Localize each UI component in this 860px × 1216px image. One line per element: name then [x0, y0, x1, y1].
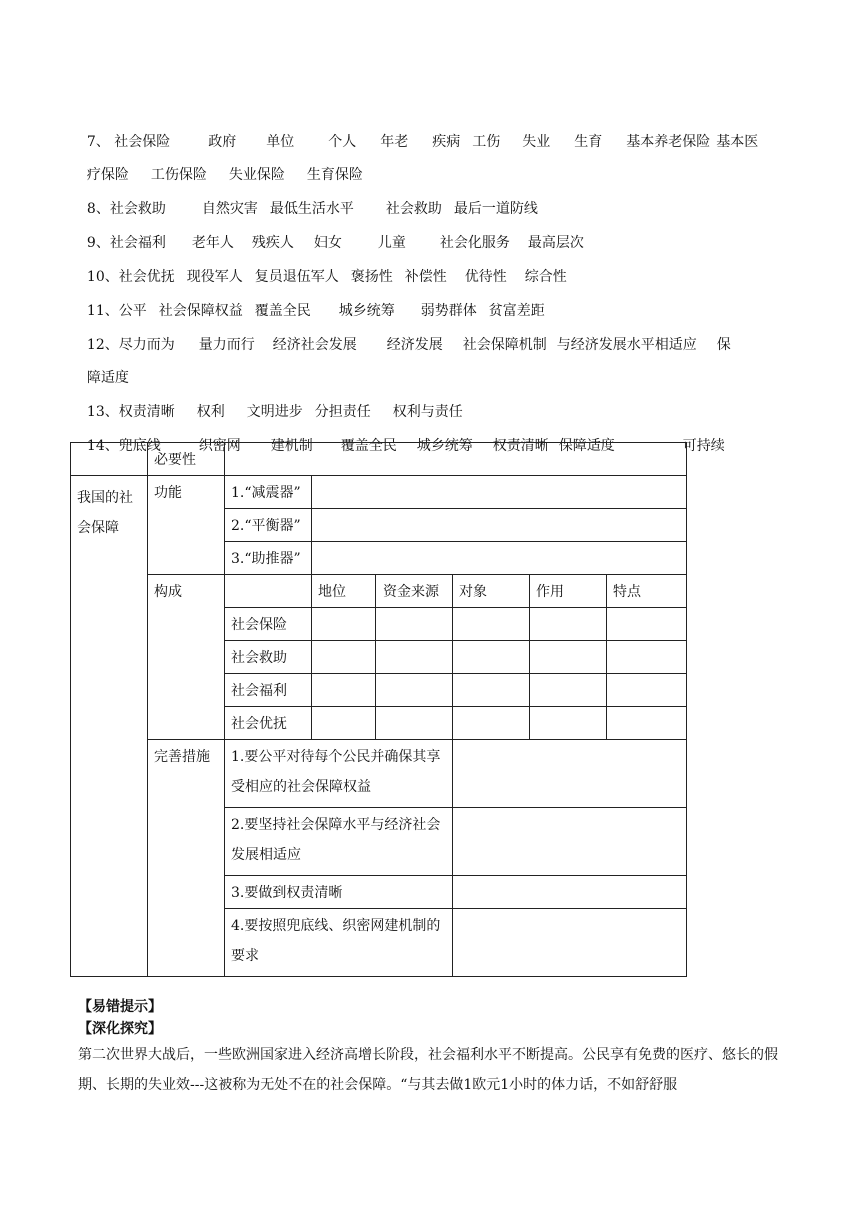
function-answer-cell[interactable]	[312, 509, 687, 542]
term-word: 贫富差距	[488, 303, 545, 319]
term-word: 工伤保险	[150, 167, 207, 183]
term-word: 优待性	[464, 269, 507, 285]
term-word: 妇女	[313, 235, 342, 251]
term-word: 失业保险	[228, 167, 285, 183]
function-item: 2.“平衡器”	[225, 509, 312, 542]
composition-header: 特点	[607, 575, 687, 608]
term-heading: 8、社会救助	[86, 201, 166, 217]
term-word: 文明进步	[246, 404, 303, 420]
answer-cell[interactable]	[530, 608, 607, 641]
term-word: 基本医	[716, 134, 759, 150]
term-word: 可持续	[682, 438, 725, 454]
term-word: 褒扬性	[350, 269, 393, 285]
error-tip-heading: 【易错提示】	[78, 999, 162, 1015]
term-word: 城乡统筹	[416, 438, 473, 454]
term-word: 自然灾害	[201, 201, 258, 217]
term-word: 综合性	[524, 269, 567, 285]
composition-header: 作用	[530, 575, 607, 608]
measure-answer-cell[interactable]	[453, 876, 687, 909]
term-heading: 12、尽力而为	[86, 337, 175, 353]
term-word: 量力而行	[198, 337, 255, 353]
answer-cell[interactable]	[312, 674, 376, 707]
composition-label: 构成	[148, 575, 225, 740]
term-heading: 13、权责清晰	[86, 404, 175, 420]
answer-cell[interactable]	[607, 674, 687, 707]
term-word: 织密网	[198, 438, 241, 454]
answer-cell[interactable]	[453, 707, 530, 740]
term-word: 个人	[328, 134, 357, 150]
term-word: 城乡统筹	[338, 303, 395, 319]
answer-cell[interactable]	[453, 674, 530, 707]
answer-cell[interactable]	[453, 608, 530, 641]
function-label: 功能	[148, 476, 225, 575]
answer-cell[interactable]	[607, 641, 687, 674]
answer-cell[interactable]	[376, 707, 453, 740]
table-corner-cell	[71, 443, 148, 476]
answer-cell[interactable]	[530, 674, 607, 707]
term-word: 生育	[574, 134, 603, 150]
term-word: 保障适度	[558, 438, 615, 454]
term-word: 疾病	[432, 134, 461, 150]
term-heading: 7、 社会保险	[86, 134, 171, 150]
term-word: 基本养老保险	[626, 134, 711, 150]
function-item: 3.“助推器”	[225, 542, 312, 575]
term-word: 覆盖全民	[340, 438, 397, 454]
term-word: 覆盖全民	[254, 303, 311, 319]
explore-paragraph: 第二次世界大战后，一些欧洲国家进入经济高增长阶段，社会福利水平不断提高。公民享有免费的医疗、悠长的假期、长期的失业效---这被称为无处不在的社会保障。“与其去做1欧元1小时的体力话，不如舒舒服	[78, 1047, 778, 1093]
measure-item: 1.要公平对待每个公民并确保其享受相应的社会保障权益	[225, 740, 453, 808]
term-word: 与经济发展水平相适应	[556, 337, 697, 353]
term-word: 最后一道防线	[453, 201, 538, 217]
answer-cell[interactable]	[312, 707, 376, 740]
term-heading: 9、社会福利	[86, 235, 166, 251]
term-word: 政府	[208, 134, 237, 150]
function-item: 1.“减震器”	[225, 476, 312, 509]
row-label-social-security: 我国的社会保障	[71, 476, 148, 977]
term-heading: 10、社会优抚	[86, 269, 175, 285]
term-word: 补偿性	[404, 269, 447, 285]
term-heading: 14、兜底线	[86, 438, 161, 454]
answer-cell[interactable]	[453, 641, 530, 674]
answer-cell[interactable]	[607, 608, 687, 641]
term-word: 经济发展	[386, 337, 443, 353]
improve-label: 完善措施	[148, 740, 225, 977]
term-word: 社会保障机制	[462, 337, 547, 353]
term-word: 残疾人	[251, 235, 294, 251]
measure-answer-cell[interactable]	[453, 740, 687, 808]
term-line-12	[78, 315, 731, 355]
term-word: 建机制	[270, 438, 313, 454]
term-word: 现役军人	[186, 269, 243, 285]
answer-cell[interactable]	[312, 641, 376, 674]
measure-answer-cell[interactable]	[453, 808, 687, 876]
answer-cell[interactable]	[376, 674, 453, 707]
measure-item: 3.要做到权责清晰	[225, 876, 453, 909]
explore-heading: 【深化探究】	[78, 1021, 162, 1037]
composition-header: 对象	[453, 575, 530, 608]
term-word: 社会保障权益	[158, 303, 243, 319]
composition-header-blank	[225, 575, 312, 608]
term-word: 分担责任	[314, 404, 371, 420]
necessity-label: 必要性	[148, 443, 225, 476]
term-word: 权责清晰	[492, 438, 549, 454]
term-word: 老年人	[191, 235, 234, 251]
term-word: 社会化服务	[439, 235, 510, 251]
term-word: 疗保险	[86, 167, 129, 183]
social-security-table	[70, 442, 687, 977]
term-word: 最低生活水平	[269, 201, 354, 217]
term-word: 年老	[380, 134, 409, 150]
term-word: 复员退伍军人	[254, 269, 339, 285]
term-word: 保	[716, 337, 731, 353]
function-answer-cell[interactable]	[312, 476, 687, 509]
term-word: 社会救助	[385, 201, 442, 217]
measure-item: 4.要按照兜底线、织密网建机制的要求	[225, 909, 453, 977]
term-word: 工伤	[472, 134, 501, 150]
term-word: 儿童	[377, 235, 406, 251]
answer-cell[interactable]	[376, 608, 453, 641]
measure-answer-cell[interactable]	[453, 909, 687, 977]
term-word: 弱势群体	[420, 303, 477, 319]
component-name: 社会优抚	[225, 707, 312, 740]
term-word: 最高层次	[527, 235, 584, 251]
term-word: 生育保险	[306, 167, 363, 183]
component-name: 社会救助	[225, 641, 312, 674]
term-word: 权利与责任	[392, 404, 463, 420]
answer-cell[interactable]	[530, 641, 607, 674]
answer-cell[interactable]	[530, 707, 607, 740]
term-word: 权利	[196, 404, 225, 420]
term-word: 障适度	[86, 370, 129, 386]
composition-header: 资金来源	[376, 575, 453, 608]
component-name: 社会保险	[225, 608, 312, 641]
necessity-answer-cell[interactable]	[225, 443, 687, 476]
answer-cell[interactable]	[607, 707, 687, 740]
term-heading: 11、公平	[86, 303, 147, 319]
answer-cell[interactable]	[376, 641, 453, 674]
term-word: 单位	[266, 134, 295, 150]
component-name: 社会福利	[225, 674, 312, 707]
function-answer-cell[interactable]	[312, 542, 687, 575]
term-word: 经济社会发展	[272, 337, 357, 353]
answer-cell[interactable]	[312, 608, 376, 641]
composition-header: 地位	[312, 575, 376, 608]
term-word: 失业	[522, 134, 551, 150]
measure-item: 2.要坚持社会保障水平与经济社会发展相适应	[225, 808, 453, 876]
